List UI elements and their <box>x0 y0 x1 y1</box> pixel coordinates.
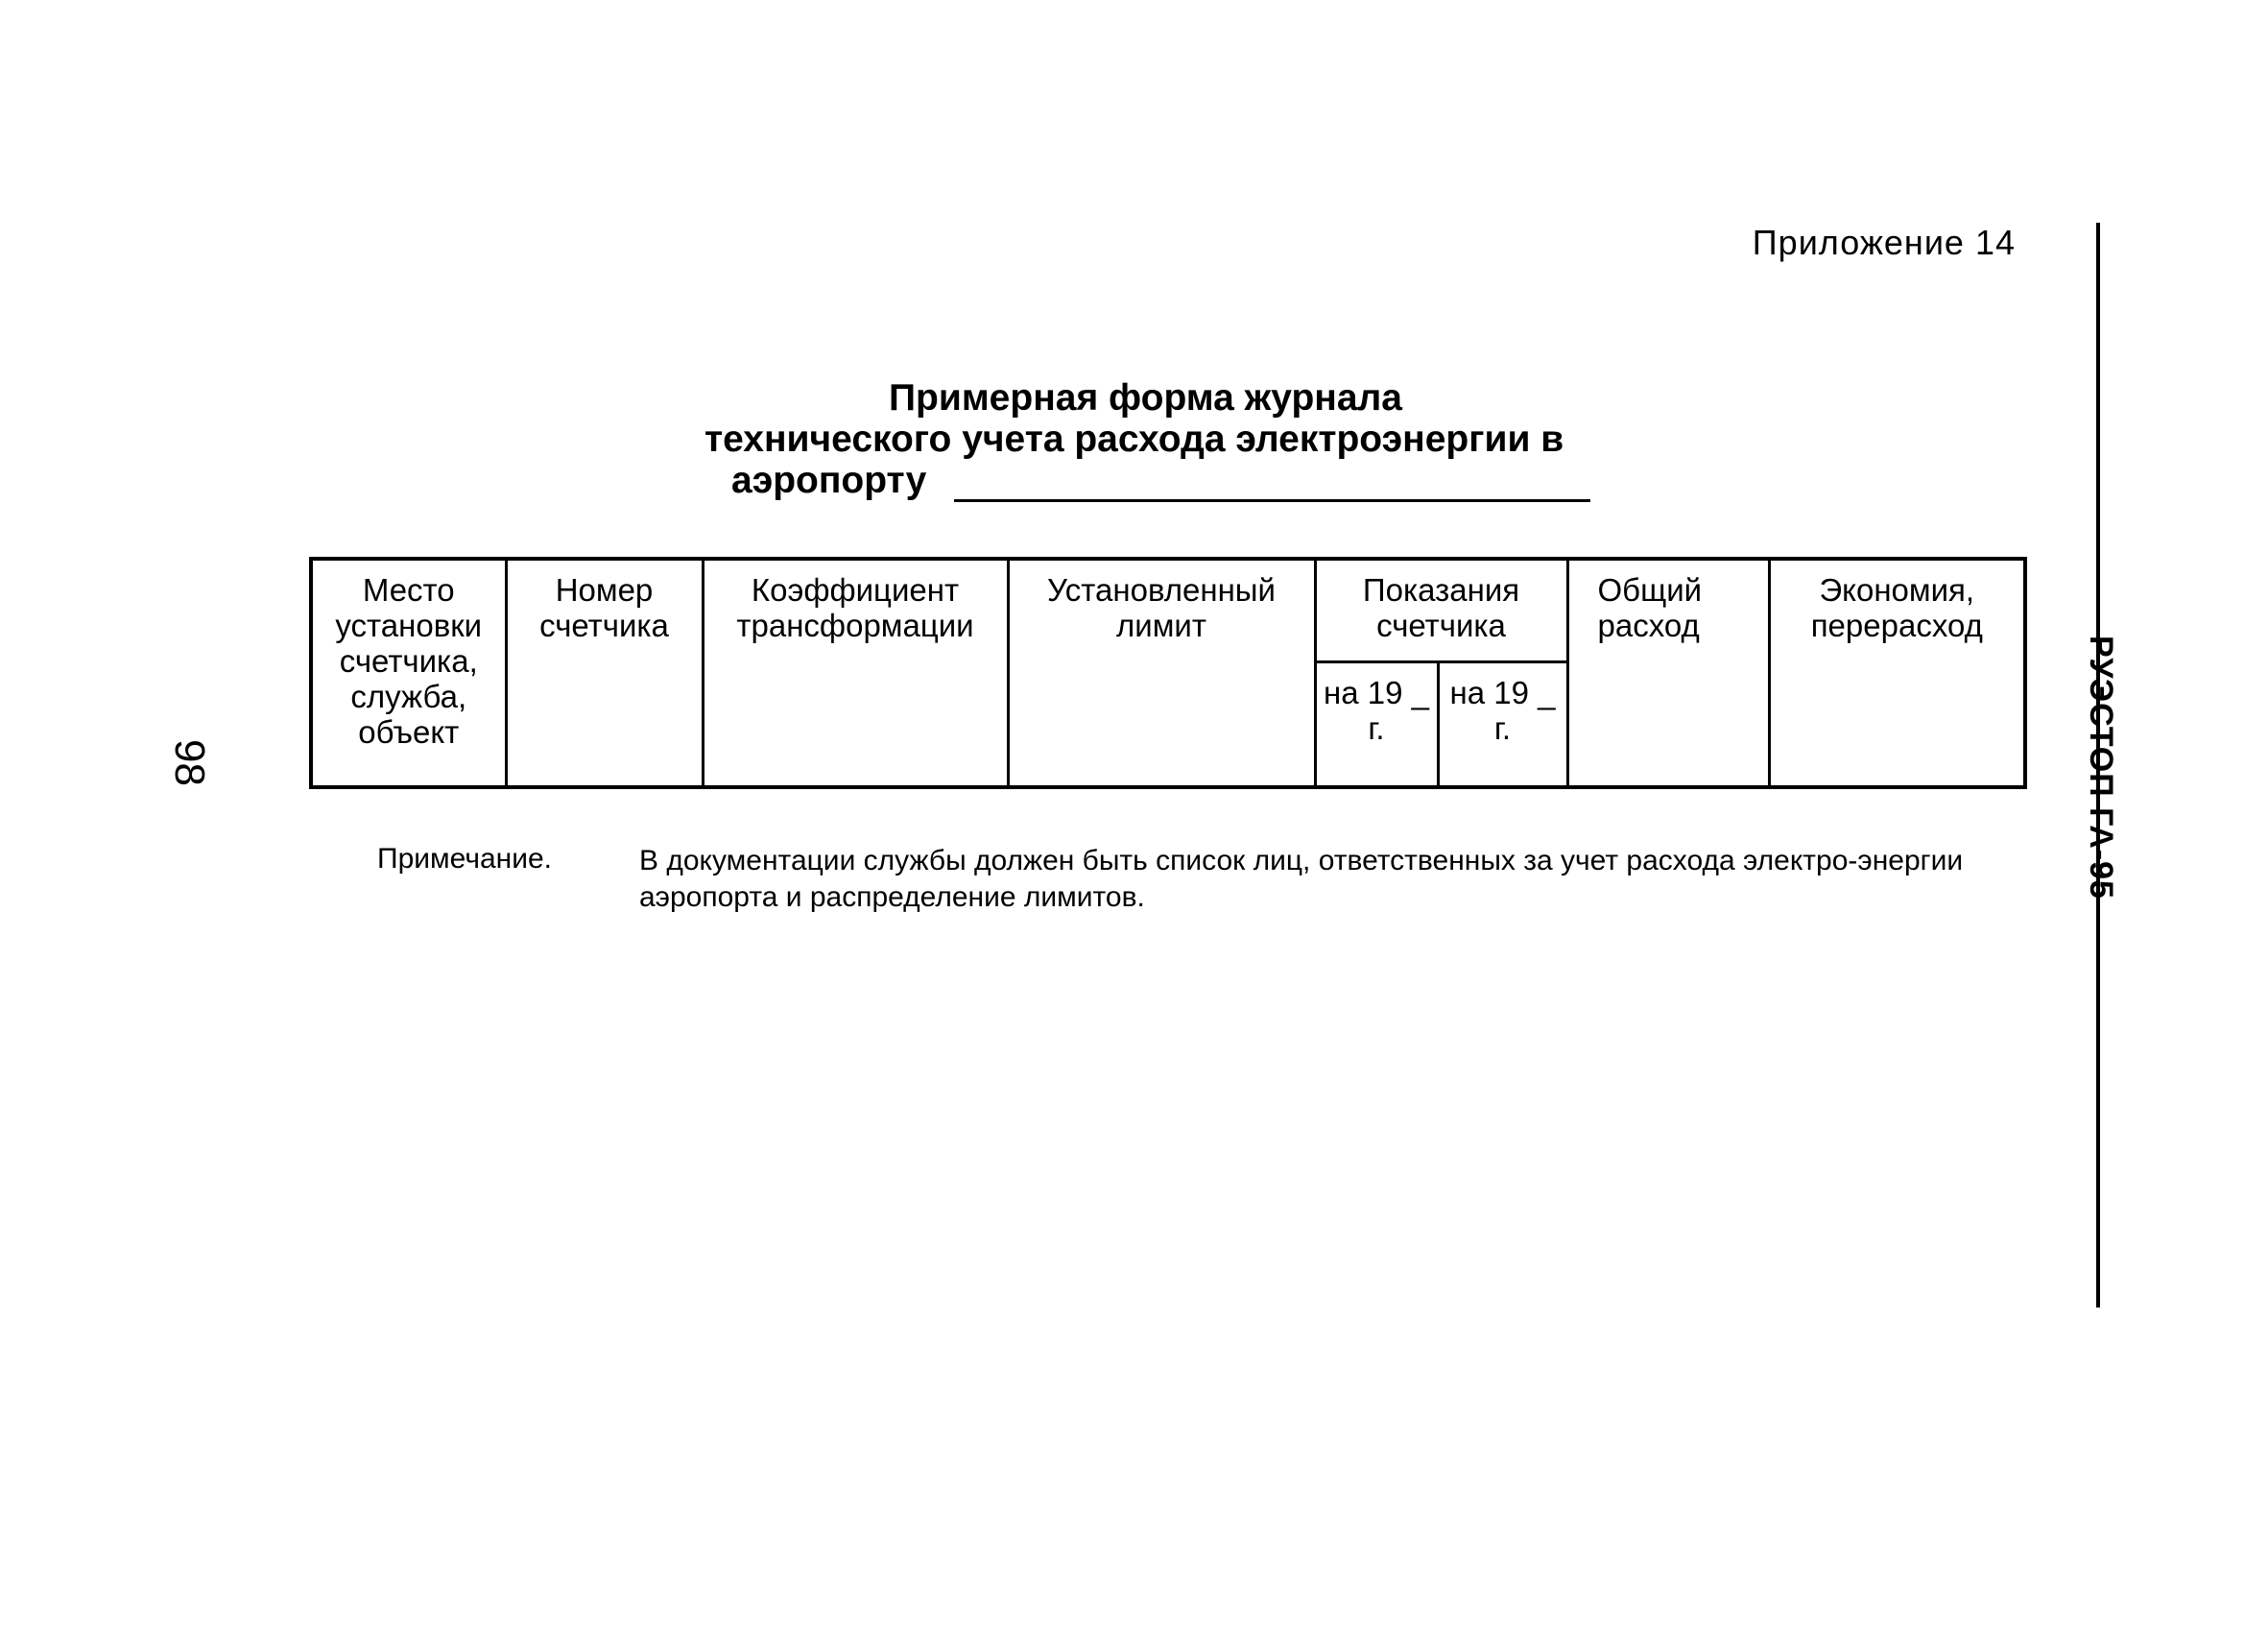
airport-name-blank-line <box>954 499 1590 502</box>
form-title-line-2: технического учета расхода электроэнергии в <box>704 419 1564 460</box>
subcolumn-header-reading-date-2: на 19 _ г. <box>1438 662 1567 788</box>
note-text: В документации службы должен быть список лиц, ответственных за учет расхода электро-энергии аэропорта и распределение лимитов. <box>639 845 1964 913</box>
column-header-meter-number: Номер счетчика <box>506 559 703 787</box>
journal-form-table <box>309 557 2027 789</box>
column-header-location: Место установки счетчика, служба, объект <box>311 559 506 787</box>
form-title-line-3: аэропорту <box>731 460 927 501</box>
column-header-transformation-ratio: Коэффициент трансформации <box>703 559 1008 787</box>
table-header-row <box>311 559 2025 662</box>
column-header-savings-overrun: Экономия, перерасход <box>1769 559 2025 787</box>
appendix-label: Приложение 14 <box>1752 223 2016 262</box>
note-label: Примечание. <box>377 843 552 875</box>
form-title-line-1: Примерная форма журнала <box>889 377 1402 419</box>
column-header-meter-readings: Показания счетчика <box>1315 559 1567 662</box>
document-code: РУЭСТОП ГА-95 <box>2083 636 2119 900</box>
column-header-total-consumption: Общий расход <box>1567 559 1769 787</box>
subcolumn-header-reading-date-1: на 19 _ г. <box>1315 662 1438 788</box>
column-header-set-limit: Установленный лимит <box>1008 559 1315 787</box>
page-number: 98 <box>166 739 213 786</box>
